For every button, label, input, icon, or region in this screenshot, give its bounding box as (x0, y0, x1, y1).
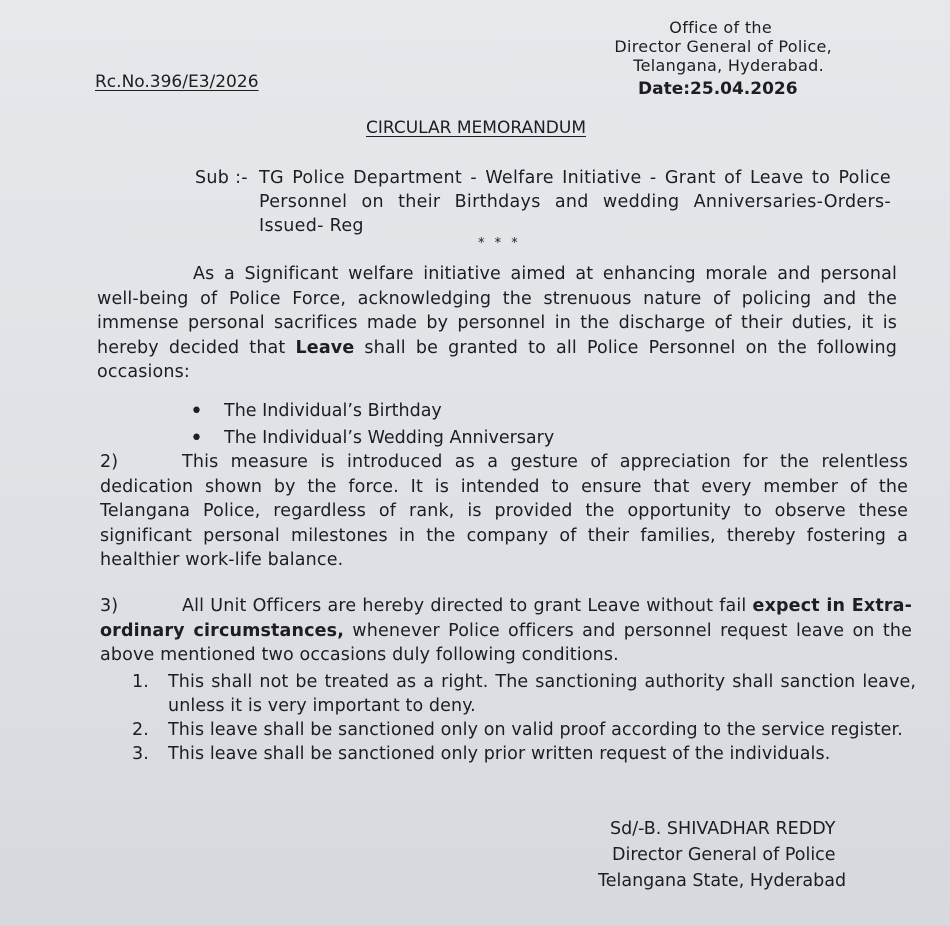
paragraph-number: 2) (100, 452, 119, 472)
condition-number: 1. (132, 672, 149, 692)
subject-text: TG Police Department - Welfare Initiative - Grant of Leave to Police Personnel on their Birthdays and wedding Anniversaries-Orders-Issued- Reg (259, 168, 891, 236)
office-address (572, 18, 832, 75)
condition-number: 3. (132, 744, 149, 764)
paragraph-1-text: As a Significant welfare initiative aimed at enhancing morale and personal well-being of Police Force, acknowledging the strenuous nature of policing and the immense personal sacrifices made by personnel in the discharge of their duties, it is hereby decided that (97, 264, 897, 358)
paragraph-3 (100, 594, 912, 668)
paragraph-3-text-end: whenever Police officers and personnel request leave on the above mentioned two occasions duly following conditions. (100, 620, 912, 665)
bullet-icon: • (190, 426, 203, 451)
condition-text: This leave shall be sanctioned only on valid proof according to the service register. (168, 720, 903, 740)
office-line: Office of the (669, 18, 772, 37)
memo-date: Date:25.04.2026 (638, 79, 798, 99)
paragraph-3-bold: expect in Extra-ordinary circumstances, (100, 596, 912, 641)
signatory-location: Telangana State, Hyderabad (598, 871, 847, 891)
list-item (190, 398, 554, 425)
condition-text: This shall not be treated as a right. The sanctioning authority shall sanction leave, unless it is very important to deny. (168, 672, 916, 716)
list-item (132, 718, 916, 742)
conditions-list (132, 670, 916, 766)
reference-number: Rc.No.396/E3/2026 (95, 72, 259, 92)
bullet-icon: • (190, 399, 203, 424)
paragraph-2 (100, 450, 908, 573)
subject-line (195, 166, 895, 236)
signatory-name: Sd/-B. SHIVADHAR REDDY (610, 819, 836, 839)
condition-text: This leave shall be sanctioned only prior written request of the individuals. (168, 744, 831, 764)
paragraph-2-text: This measure is introduced as a gesture of appreciation for the relentless dedication shown by the force. It is intended to ensure that every member of the Telangana Police, regardless of rank, is provided the opportunity to observe these significant personal milestones in the company of their families, thereby fostering a healthier work-life balance. (100, 452, 908, 570)
office-line: Telangana, Hyderabad. (633, 56, 824, 75)
subject-label: Sub :- (195, 168, 248, 188)
occasion-text: The Individual’s Birthday (224, 401, 442, 421)
condition-number: 2. (132, 720, 149, 740)
list-item (190, 425, 554, 452)
paragraph-3-text: All Unit Officers are hereby directed to grant Leave without fail (182, 596, 753, 616)
list-item (132, 670, 916, 718)
document-title: CIRCULAR MEMORANDUM (366, 118, 586, 138)
occasion-list (190, 398, 554, 452)
paragraph-1-text-end: shall be granted to all Police Personnel on the following occasions: (97, 337, 897, 382)
signatory-designation: Director General of Police (612, 845, 836, 865)
office-line: Director General of Police, (614, 37, 832, 56)
occasion-text: The Individual’s Wedding Anniversary (224, 428, 555, 448)
separator: * * * (478, 236, 521, 251)
list-item (132, 742, 916, 766)
paragraph-number: 3) (100, 596, 119, 616)
signature-block (598, 816, 898, 894)
paragraph-1-bold: Leave (295, 337, 355, 358)
paragraph-1 (97, 262, 897, 385)
